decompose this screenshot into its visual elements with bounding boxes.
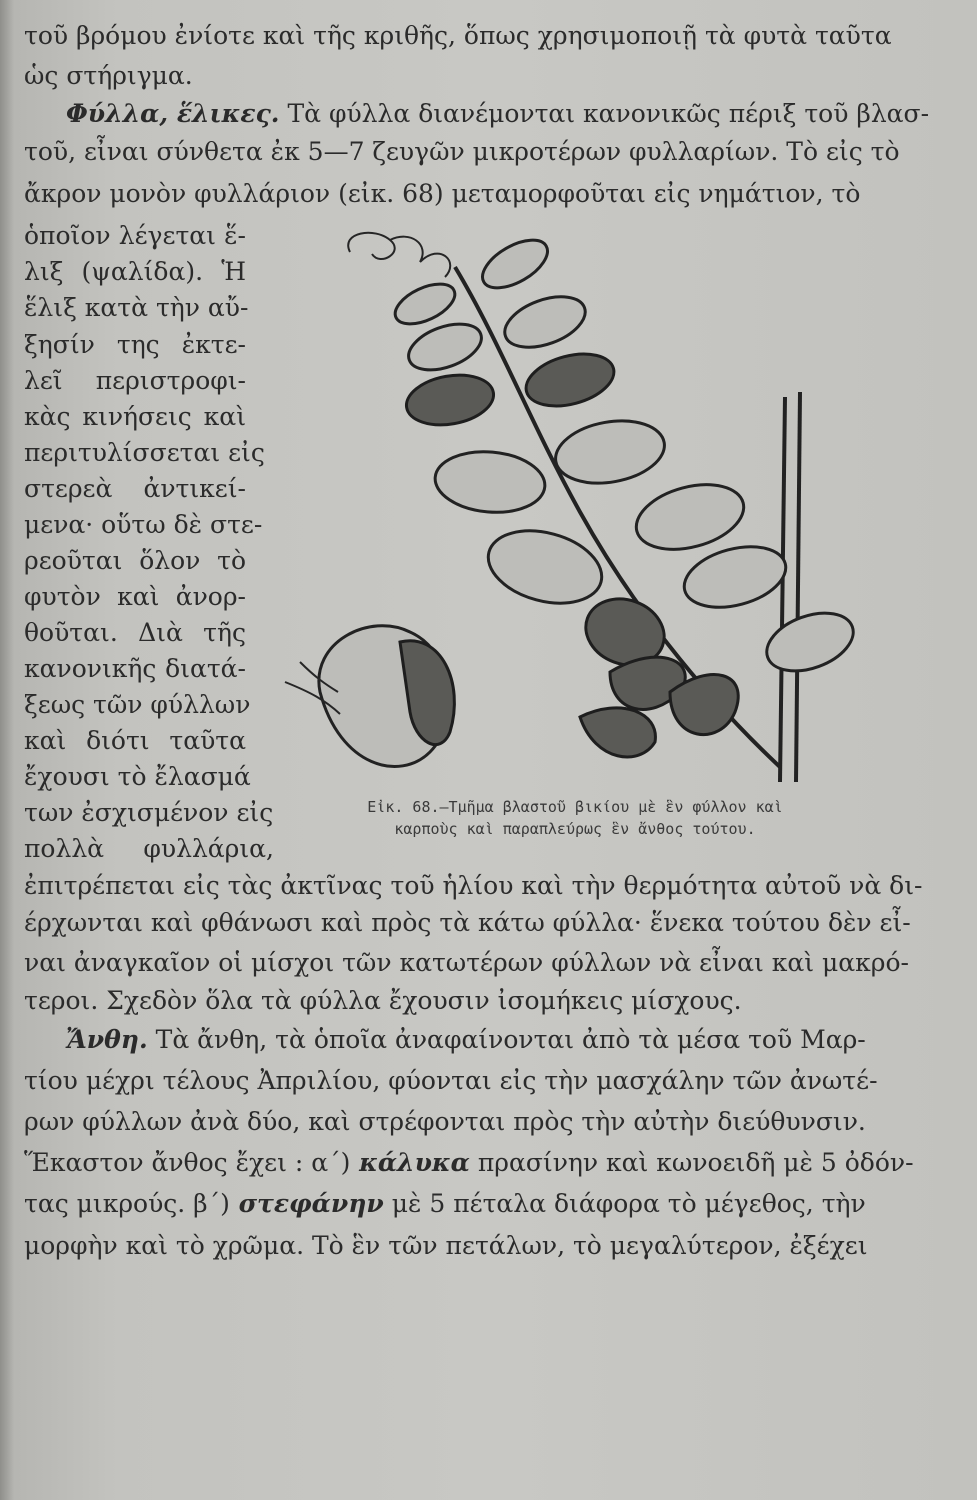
text-line: στερεὰ ἀντικεί- [24,474,246,503]
text-span: μὲ 5 πέταλα διάφορα τὸ μέγεθος, τὴν [383,1189,866,1218]
text-line [66,96,930,132]
text-span: Τὰ ἄνθη, τὰ ὁποῖα ἀναφαίνονται ἀπὸ τὰ μέσα τοῦ Μαρ- [147,1025,866,1054]
caption-line: Εἰκ. 68.—Τμῆμα βλαστοῦ βικίου μὲ ἓν φύλλον καὶ [367,798,783,816]
text-line: ξησίν της ἐκτε- [24,330,246,359]
text-line [66,1022,866,1058]
leaflet [475,230,555,297]
text-line: τοῦ βρόμου ἐνίοτε καὶ τῆς κριθῆς, ὅπως χρησιμοποιῇ τὰ φυτὰ ταῦτα [24,21,892,50]
text-line: τοῦ, εἶναι σύνθετα ἐκ 5—7 ζευγῶν μικροτέρων φυλλαρίων. Τὸ εἰς τὸ [24,137,900,166]
vetch-illustration [280,222,870,792]
text-line: περιτυλίσσεται εἰς [24,438,265,467]
text-span: τας μικρούς. β΄) [24,1189,230,1218]
page-gutter-shadow [0,0,14,1500]
text-line: τίου μέχρι τέλους Ἀπριλίου, φύονται εἰς τὴν μασχάλην τῶν ἀνωτέ- [24,1066,878,1095]
text-line: θοῦται. Διὰ τῆς [24,618,246,647]
leaflet [403,369,498,432]
text-line [24,1186,866,1222]
text-line: κανονικῆς διατά- [24,654,246,683]
tendril-shape [348,233,450,277]
leaflet [678,536,793,617]
text-line: τεροι. Σχεδὸν ὅλα τὰ φύλλα ἔχουσιν ἰσομήκεις μίσχους. [24,986,742,1015]
leaflet [520,345,619,415]
text-line: ξεως τῶν φύλλων [24,690,251,719]
text-line [24,1145,914,1181]
text-line: ἄκρον μονὸν φυλλάριον (εἰκ. 68) μεταμορφοῦται εἰς νημάτιον, τὸ [24,179,861,208]
text-line: ναι ἀναγκαῖον οἱ μίσχοι τῶν κατωτέρων φύλλων νὰ εἶναι καὶ μακρό- [24,948,909,977]
term-calyx: κάλυκα [350,1148,470,1177]
text-line: ὁποῖον λέγεται ἕ- [24,221,246,250]
text-line: μορφὴν καὶ τὸ χρῶμα. Τὸ ἓν τῶν πετάλων, τὸ μεγαλύτερον, ἐξέχει [24,1231,868,1260]
text-span: πρασίνην καὶ κωνοειδῆ μὲ 5 ὀδόν- [469,1148,914,1177]
text-line: κὰς κινήσεις καὶ [24,402,246,431]
leaflet [498,287,592,357]
text-line: των ἐσχισμένον εἰς [24,798,274,827]
text-line: λιξ (ψαλίδα). Ἡ [24,257,246,286]
text-line: πολλὰ φυλλάρια, [24,834,274,863]
leaflet [551,413,670,491]
text-span: Ἕκαστον ἄνθος ἔχει : α΄) [24,1148,351,1177]
text-span: Τὰ φύλλα διανέμονται κανονικῶς πέριξ τοῦ βλασ- [279,99,930,128]
figure-caption [305,796,845,840]
text-line: ἕλιξ κατὰ τὴν αὔ- [24,293,249,322]
leaflet [759,602,861,682]
text-line: έρχωνται καὶ φθάνωσι καὶ πρὸς τὰ κάτω φύλλα· ἕνεκα τούτου δὲν εἶ- [24,908,911,937]
text-line: λεῖ περιστροφι- [24,366,246,395]
text-line: ἔχουσι τὸ ἔλασμά [24,762,251,791]
text-line: καὶ διότι ταῦτα [24,726,246,755]
leaflet [433,447,548,516]
text-line: μενα· οὕτω δὲ στε- [24,510,263,539]
vetch-drawing-svg [280,222,870,792]
section-heading-flowers: Ἄνθη. [66,1025,148,1054]
term-corolla: στεφάνην [229,1189,384,1218]
section-heading-leaves: Φύλλα, ἕλικες. [66,99,280,128]
text-line: φυτὸν καὶ ἀνορ- [24,582,246,611]
support-rod [796,392,800,782]
text-line: ὡς στήριγμα. [24,61,193,90]
text-line: ρων φύλλων ἀνὰ δύο, καὶ στρέφονται πρὸς τὴν αὐτὴν διεύθυνσιν. [24,1107,866,1136]
pod [670,675,738,735]
text-line: ἐπιτρέπεται εἰς τὰς ἀκτῖνας τοῦ ἡλίου καὶ τὴν θερμότητα αὐτοῦ νὰ δι- [24,871,923,900]
support-rod [780,397,785,782]
caption-line: καρποὺς καὶ παραπλεύρως ἓν ἄνθος τούτου. [394,820,756,838]
pod [580,708,655,757]
text-line: ρεοῦται ὅλον τὸ [24,546,246,575]
